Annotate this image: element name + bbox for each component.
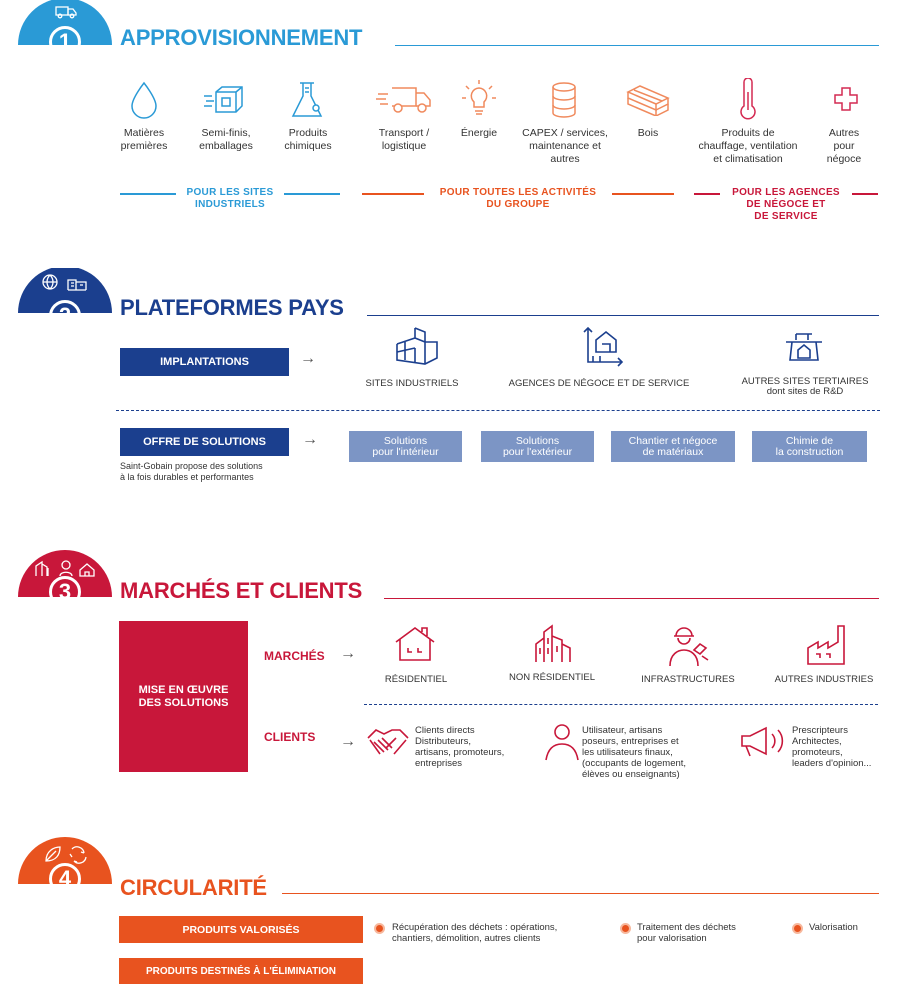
group-caption-agencies: POUR LES AGENCES DE NÉGOCE ET DE SERVICE — [732, 187, 840, 222]
item-label: Matières premières — [120, 127, 168, 152]
section-2-number: 2 — [49, 300, 81, 332]
step-dot — [374, 923, 385, 934]
market-label: AUTRES INDUSTRIES — [774, 674, 874, 685]
step-dot — [792, 923, 803, 934]
item-label: CAPEX / services, maintenance et autres — [522, 127, 608, 165]
thermometer-icon — [736, 78, 760, 122]
house-icon — [392, 624, 438, 664]
solution-tile: Chantier et négoce de matériaux — [611, 431, 735, 462]
site-label: AGENCES DE NÉGOCE ET DE SERVICE — [508, 378, 690, 389]
section-2-rule — [367, 315, 879, 316]
item-label: Produits chimiques — [284, 127, 332, 152]
arrow: → — [340, 645, 356, 662]
section-4-badge — [18, 837, 112, 897]
database-icon — [549, 80, 579, 120]
section-3-number: 3 — [49, 576, 81, 608]
megaphone-icon — [738, 724, 788, 760]
market-label: NON RÉSIDENTIEL — [508, 672, 596, 683]
industry-icon — [804, 622, 848, 666]
wood-icon — [624, 84, 672, 116]
section-2-title: PLATEFORMES PAYS — [120, 295, 344, 320]
section-1-number: 1 — [49, 26, 81, 58]
step-dot — [620, 923, 631, 934]
handshake-icon — [366, 724, 410, 760]
buildings-icon — [532, 622, 576, 664]
truck-icon — [374, 84, 434, 116]
item-label: Autres pour négoce — [826, 127, 862, 165]
solution-tile: Chimie de la construction — [752, 431, 867, 462]
group-caption-industrial: POUR LES SITES INDUSTRIELS — [186, 187, 274, 210]
worker-icon — [666, 624, 710, 668]
group-caption-group: POUR TOUTES LES ACTIVITÉS DU GROUPE — [439, 187, 597, 210]
client-description: Utilisateur, artisans poseurs, entreprises et les utilisateurs finaux, (occupants de logement, élèves ou enseignants) — [582, 725, 687, 780]
dashed-separator — [364, 704, 878, 705]
group-line — [852, 193, 878, 195]
item-label: Énergie — [460, 127, 498, 139]
arrow: → — [300, 350, 316, 367]
marches-label: MARCHÉS — [264, 649, 325, 663]
agency-icon — [582, 324, 626, 368]
arrow: → — [302, 431, 318, 448]
group-line — [362, 193, 424, 195]
client-description: Prescripteurs Architectes, promoteurs, leaders d'opinion... — [792, 725, 872, 769]
site-label: SITES INDUSTRIELS — [365, 378, 459, 389]
section-2-badge — [18, 268, 112, 328]
factory-icon — [393, 324, 441, 368]
globe-building-icon — [40, 272, 90, 292]
site-label: AUTRES SITES TERTIAIRES dont sites de R&D — [741, 376, 869, 397]
arrow: → — [340, 733, 356, 750]
solution-tile: Solutions pour l'extérieur — [481, 431, 594, 462]
tertiary-site-icon — [782, 326, 826, 368]
section-1-rule — [395, 45, 879, 46]
section-4-number: 4 — [49, 863, 81, 895]
item-label: Transport / logistique — [378, 127, 430, 152]
section-3-badge — [18, 550, 112, 610]
group-line — [120, 193, 176, 195]
bulb-icon — [458, 78, 500, 120]
implantations-box: IMPLANTATIONS — [120, 348, 289, 376]
offre-box: OFFRE DE SOLUTIONS — [120, 428, 289, 456]
item-label: Produits de chauffage, ventilation et climatisation — [698, 127, 798, 165]
box-icon — [202, 84, 246, 116]
item-label: Semi-finis, emballages — [199, 127, 253, 152]
group-line — [284, 193, 340, 195]
solution-tile: Solutions pour l'intérieur — [349, 431, 462, 462]
user-icon — [544, 722, 580, 762]
section-3-rule — [384, 598, 879, 599]
clients-label: CLIENTS — [264, 730, 316, 744]
markets-icon — [34, 558, 98, 578]
item-label: Bois — [637, 127, 659, 139]
section-1-badge — [18, 0, 112, 60]
circularity-step: Récupération des déchets : opérations, chantiers, démolition, autres clients — [392, 922, 558, 944]
section-3-title: MARCHÉS ET CLIENTS — [120, 578, 363, 603]
leaf-recycle-icon — [42, 843, 90, 865]
dashed-separator — [116, 410, 880, 411]
offre-description: Saint-Gobain propose des solutions à la fois durables et performantes — [120, 461, 263, 482]
drop-icon — [128, 80, 160, 120]
group-line — [612, 193, 674, 195]
market-label: RÉSIDENTIEL — [384, 674, 448, 685]
section-4-rule — [282, 893, 879, 894]
circularity-step: Valorisation — [809, 922, 858, 933]
produits-elimination-box: PRODUITS DESTINÉS À L'ÉLIMINATION — [119, 958, 363, 984]
plus-icon — [833, 86, 859, 112]
section-4-title: CIRCULARITÉ — [120, 875, 267, 900]
section-1-title: APPROVISIONNEMENT — [120, 25, 363, 50]
circularity-step: Traitement des déchets pour valorisation — [637, 922, 736, 944]
market-label: INFRASTRUCTURES — [641, 674, 735, 685]
truck-icon — [54, 4, 78, 20]
group-line — [694, 193, 720, 195]
flask-icon — [290, 80, 326, 120]
mise-en-oeuvre-box: MISE EN ŒUVRE DES SOLUTIONS — [119, 621, 248, 772]
produits-valorises-box: PRODUITS VALORISÉS — [119, 916, 363, 943]
client-description: Clients directs Distributeurs, artisans, promoteurs, entreprises — [415, 725, 505, 769]
